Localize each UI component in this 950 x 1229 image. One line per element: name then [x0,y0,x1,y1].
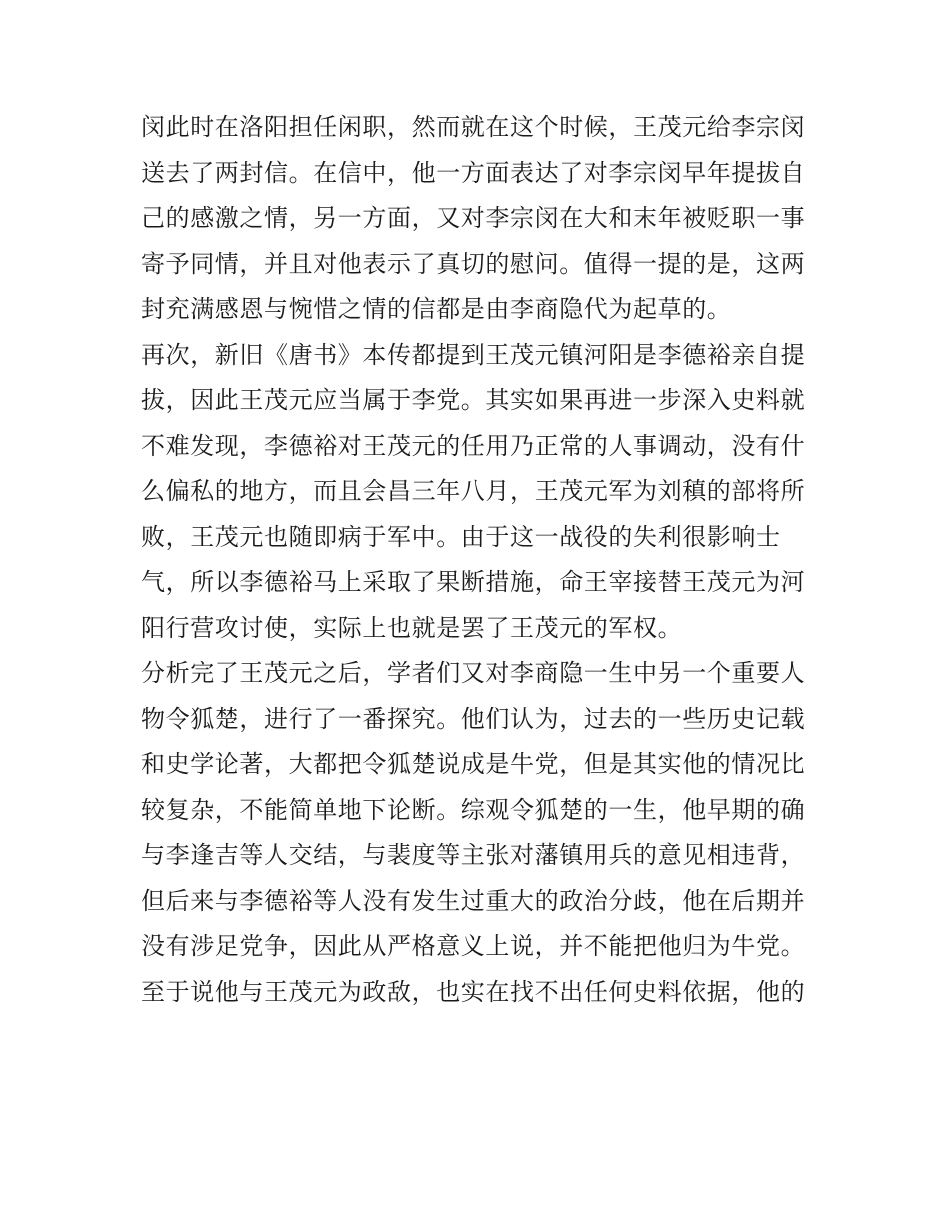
text-line: 封充满感恩与惋惜之情的信都是由李商隐代为起草的。 [141,295,732,323]
text-line: 物令狐楚，进行了一番探究。他们认为，过去的一些历史记载 [141,704,806,733]
text-line: 至于说他与王茂元为政敌，也实在找不出任何史料依据，他的 [141,977,806,1006]
text-line: 和史学论著，大都把令狐楚说成是牛党，但是其实他的情况比 [141,750,806,778]
text-line: 气，所以李德裕马上采取了果断措施，命王宰接替王茂元为河 [141,568,806,596]
text-line: 没有涉足党争，因此从严格意义上说，并不能把他归为牛党。 [141,932,806,960]
text-line: 己的感激之情，另一方面，又对李宗闵在大和末年被贬职一事 [141,204,806,232]
text-line: 么偏私的地方，而且会昌三年八月，王茂元军为刘稹的部将所 [141,477,806,505]
text-line: 与李逢吉等人交结，与裴度等主张对藩镇用兵的意见相违背， [141,841,806,869]
text-line: 寄予同情，并且对他表示了真切的慰问。值得一提的是，这两 [141,249,806,278]
text-line: 分析完了王茂元之后，学者们又对李商隐一生中另一个重要人 [141,659,806,687]
body-text [141,105,821,1015]
text-line: 阳行营攻讨使，实际上也就是罢了王茂元的军权。 [141,613,683,642]
text-line: 不难发现，李德裕对王茂元的任用乃正常的人事调动，没有什 [141,431,806,460]
text-line: 拔，因此王茂元应当属于李党。其实如果再进一步深入史料就 [141,386,806,414]
text-line: 闵此时在洛阳担任闲职，然而就在这个时候，王茂元给李宗闵 [141,113,806,141]
text-line: 再次，新旧《唐书》本传都提到王茂元镇河阳是李德裕亲自提 [141,340,806,369]
text-line: 送去了两封信。在信中，他一方面表达了对李宗闵早年提拔自 [141,158,806,187]
text-line: 败，王茂元也随即病于军中。由于这一战役的失利很影响士 [141,522,781,551]
text-line: 但后来与李德裕等人没有发生过重大的政治分歧，他在后期并 [141,886,806,915]
text-line: 较复杂，不能简单地下论断。综观令狐楚的一生，他早期的确 [141,795,806,824]
